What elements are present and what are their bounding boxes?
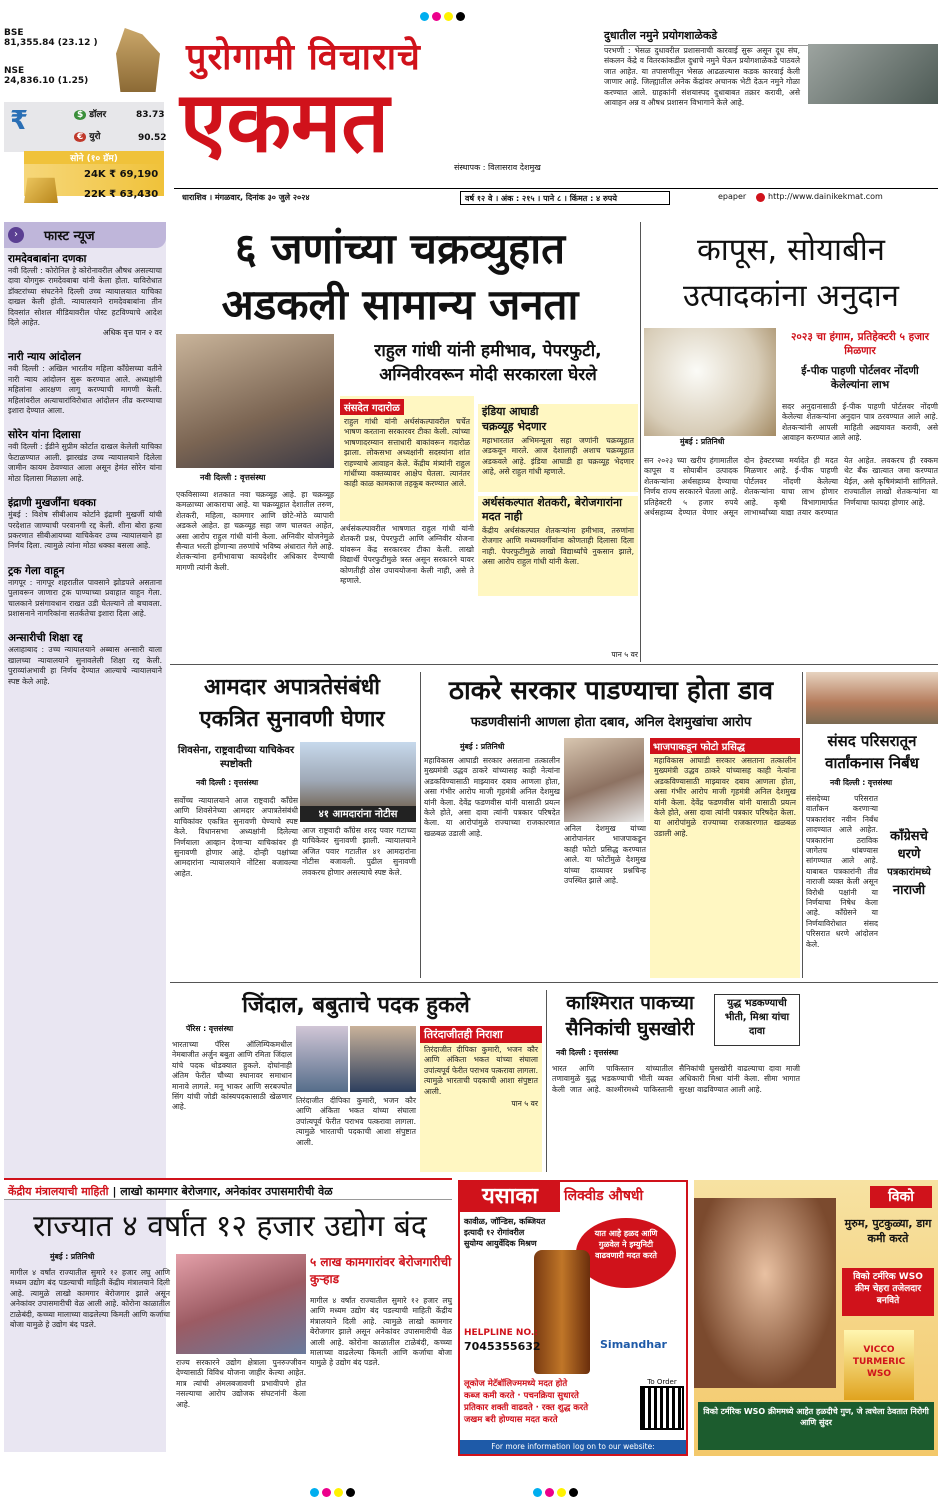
fast-news-item — [8, 564, 162, 620]
yasaka-company: Simandhar — [600, 1338, 667, 1351]
parliament-tag-1: काँग्रेसचे — [890, 829, 928, 844]
lead-box-1 — [340, 396, 474, 521]
gold-bars-icon — [24, 167, 58, 203]
euro-value: 90.52 — [138, 133, 167, 143]
olympics-credit: पॅरिस : वृत्तसंस्था — [186, 1024, 234, 1033]
parliament-tag-3: पत्रकारांमध्ये — [887, 867, 931, 878]
cotton-photo — [644, 328, 776, 436]
cotton-side-2: ई-पीक पाहणी पोर्टलवर नोंदणी केलेल्यांना लाभ — [801, 365, 919, 391]
cotton-side-1: २०२३ चा हंगाम, प्रतिहेक्टरी ५ हजार मिळणार — [790, 331, 930, 357]
thackeray-box — [650, 738, 800, 978]
court-photo — [300, 742, 416, 806]
olympics-continue: पान ५ वर — [511, 1099, 538, 1109]
olympics-box — [420, 1026, 542, 1172]
yasaka-line-1: कावीळ, जॉन्डिस, कब्जियत — [464, 1217, 546, 1226]
registration-marks-bottom — [310, 1482, 640, 1494]
masthead-tagline: पुरोगामी विचाराचे — [186, 37, 421, 78]
currency-block — [4, 102, 167, 152]
kashmir-headline-2: सैनिकांची घुसखोरी — [565, 1018, 695, 1040]
fast-news-text: नवी दिल्ली : अखिल भारतीय महिला काँग्रेसच्या वतीने नारी न्याय आंदोलन सुरू करण्यात आले. अध्यक्षांनी महिलांना आरक्षण लागू करण्याची मागणी केली. महिलांवरील अत्याचारांविरोधात आंदोलन तीव्र करण्याचा इशारा देण्यात आला. — [8, 364, 162, 416]
industry-body: मागील ४ वर्षांत राज्यातील सुमारे १२ हजार लघु आणि मध्यम उद्योग बंद पडल्याची माहिती केंद्रीय मंत्रालयाने दिली आहे. त्यामुळे लाखो कामगार बेरोजगार झाले असून अनेकांवर उपासमारीची वेळ आली आहे. कोरोना काळातील टाळेबंदी, कच्च्या मालाच्या वाढलेल्या किमती आणि कर्जाचा बोजा यामुळे हे उद्योग बंद पडले. — [10, 1268, 170, 1330]
euro-icon: € — [74, 132, 86, 142]
nse-block — [4, 66, 124, 86]
lead-body-1: एकविसाव्या शतकात नवा चक्रव्यूह आहे. हा चक्रव्यूह कमळाच्या आकाराचा आहे. या चक्रव्यूहात देशातील तरुण, शेतकरी, महिला, कामगार आणि छोटे-मोठे व्यापारी अडकले आहेत. हा चक्रव्यूह सहा जण चालवत आहेत, असा आरोप राहुल गांधी यांनी केला. अग्निवीर योजनेमुळे सैन्यात भरती होणाऱ्या तरुणांचे भविष्य अंधारात गेले आहे. शेतकऱ्यांना हमीभावाचा कायदेशीर अधिकार देण्याची मागणी त्यांनी केली. — [176, 490, 334, 572]
fast-news-heading: अन्सारीची शिक्षा रद्द — [8, 632, 83, 645]
fast-news-item — [8, 496, 162, 552]
yasaka-benefit: कब्ज कमी करते — [464, 1391, 515, 1401]
lead-box-1-title: संसदेत गदारोळ — [340, 399, 404, 415]
lead-continue: पान ५ वर — [611, 650, 638, 659]
parliament-headline-1: संसद परिसरातून — [827, 732, 917, 750]
rupee-icon: ₹ — [10, 106, 29, 136]
yasaka-line-3: सुयोग्य आयुर्वेदिक मिश्रण — [464, 1239, 537, 1248]
fast-news-text: नवी दिल्ली : कोरोनिल हे कोरोनावरील औषध असल्याचा दावा योगगुरू रामदेवबाबा यांनी केला होता. याविरोधात डॉक्टरांच्या संघटनेने दिल्ली उच्च न्यायालयात याचिका दाखल केली होती. न्यायालयाने रामदेवबाबांना तीन दिवसांत सोशल मीडियावरील पोस्ट हटविण्याचे आदेश दिले आहेत. — [8, 266, 162, 328]
thackeray-body-2: अनिल देशमुख यांच्या आरोपानंतर भाजपाकडून काही फोटो प्रसिद्ध करण्यात आले. या फोटोंमुळे देशमुख यांच्या दाव्यावर प्रश्नचिन्ह उपस्थित झाले आहे. — [564, 824, 646, 886]
nse-value: 24,836.10 (1.25) — [4, 76, 89, 86]
thackeray-box-text: महाविकास आघाडी सरकार असताना तत्कालीन मुख्यमंत्री उद्धव ठाकरे यांच्यासह काही नेत्यांना अडकविण्यासाठी माझ्यावर दबाव आणला होता, असा गंभीर आरोप माजी गृहमंत्री अनिल देशमुख यांनी केला. देवेंद्र फडणवीस यांनी यासाठी प्रयत्न केले होते, असा दावा त्यांनी पत्रकार परिषदेत केला. या आरोपांमुळे राज्याच्या राजकारणात खळबळ उडाली आहे. — [654, 756, 796, 838]
olympics-photo-2 — [350, 1026, 416, 1092]
kashmir-box: युद्ध भडकण्याची भीती, मिश्रा यांचा दावा — [714, 994, 800, 1046]
fast-news-heading: ट्रक गेला वाहून — [8, 564, 65, 577]
vicco-model — [694, 1198, 836, 1388]
lead-box-2-title: इंडिया आघाडी — [482, 405, 539, 418]
yasaka-order: To Order — [647, 1378, 677, 1386]
globe-icon — [756, 193, 765, 202]
parliament-photo — [806, 672, 938, 724]
industry-credit: मुंबई : प्रतिनिधी — [50, 1252, 95, 1261]
fast-news-header — [4, 222, 166, 248]
yasaka-benefit: रक्त शुद्ध करते — [541, 1403, 589, 1413]
kashmir-credit: नवी दिल्ली : वृत्तसंस्था — [556, 1048, 619, 1057]
yasaka-benefits: लूकोज मेटॅबॉलिज्ममध्ये मदत होते कब्ज कमी करते · पचनक्रिया सुधारते प्रतिकार शक्ती वाढवते · रक्त शुद्ध करते जखम बरी होण्यास मदत करते — [464, 1378, 634, 1426]
cotton-headline-1: कापूस, सोयाबीन — [696, 232, 886, 268]
lead-credit: नवी दिल्ली : वृत्तसंस्था — [200, 473, 266, 482]
thackeray-body: महाविकास आघाडी सरकार असताना तत्कालीन मुख्यमंत्री उद्धव ठाकरे यांच्यासह काही नेत्यांना अडकविण्यासाठी माझ्यावर दबाव आणला होता, असा गंभीर आरोप माजी गृहमंत्री अनिल देशमुख यांनी केला. देवेंद्र फडणवीस यांनी यासाठी प्रयत्न केले होते, असा दावा त्यांनी पत्रकार परिषदेत केला. या आरोपांमुळे राज्याच्या राजकारणात खळबळ उडाली आहे. — [424, 756, 560, 838]
yasaka-footer: For more information log on to our website: www.simandharherbal.com — [460, 1440, 686, 1454]
yasaka-benefit: प्रतिकार शक्ती वाढवते — [464, 1403, 533, 1413]
brief-photo — [808, 44, 938, 104]
parliament-tag-4: नाराजी — [892, 883, 926, 898]
epaper-label: epaper — [718, 192, 747, 201]
lead-box-3-heading: अर्थसंकल्पात शेतकरी, बेरोजगारांना मदत नाही — [482, 496, 622, 523]
olympics-body: भारताच्या पॅरिस ऑलिम्पिकमधील नेमबाजीत अर्जुन बबुता आणि रमिता जिंदाल यांचे पदक थोडक्यात हुकले. दोघांनाही अंतिम फेरीत चौथ्या स्थानावर समाधान मानावे लागले. मनू भाकर आणि सरबज्योत सिंग यांची जोडी कांस्यपदकासाठी खेळणार आहे. — [172, 1040, 292, 1112]
yasaka-bottle — [534, 1250, 590, 1374]
gold-title: सोने (१० ग्रॅम) — [24, 151, 164, 164]
fast-news-heading: इंद्राणी मुखर्जींना धक्का — [8, 497, 96, 510]
mla-credit: नवी दिल्ली : वृत्तसंस्था — [196, 778, 259, 787]
fast-news-item — [8, 428, 162, 484]
lead-body-2: अर्थसंकल्पावरील भाषणात राहुल गांधी यांनी शेतकरी प्रश्न, पेपरफुटी आणि अग्निवीर योजना यांवरून केंद्र सरकारवर टीका केली. लाखो विद्यार्थी पेपरफुटीमुळे त्रस्त असून सरकारने यावर कोणतीही ठोस उपाययोजना केली नाही, असे ते म्हणाले. — [340, 524, 474, 586]
cotton-headline-2: उत्पादकांना अनुदान — [682, 278, 900, 314]
lead-box-2-heading: चक्रव्यूह भेदणार — [482, 420, 547, 433]
mla-body: सर्वोच्च न्यायालयाने आज राष्ट्रवादी काँग्रेस आणि शिवसेनेच्या आमदार अपात्रतेसंबंधी याचिकांवर एकत्रित सुनावणी घेण्याचे स्पष्ट केले. विधानसभा अध्यक्षांनी दिलेल्या निर्णयाला आव्हान देणाऱ्या याचिकांवर ही सुनावणी होणार आहे. दोन्ही पक्षांच्या आमदारांना न्यायालयाने नोटिसा बजावल्या आहेत. — [174, 796, 298, 878]
yasaka-ad[interactable] — [458, 1180, 688, 1465]
fast-news-heading: रामदेवबाबांना दणका — [8, 253, 87, 265]
fast-news-text: नवी दिल्ली : ईडीने सुप्रीम कोर्टात दाखल केलेली याचिका फेटाळण्यात आली. झारखंड उच्च न्यायालयाने दिलेला जामीन कायम ठेवण्यात आला असून हेमंत सोरेन यांना मोठा दिलासा मिळाला आहे. — [8, 442, 162, 483]
fast-news-heading: नारी न्याय आंदोलन — [8, 351, 81, 364]
registration-marks-top — [420, 6, 540, 18]
bse-value: 81,355.84 (23.12 ) — [4, 38, 98, 48]
masthead-title: एकमत — [180, 73, 390, 171]
gold-rates — [24, 151, 164, 207]
mla-headline-1: आमदार अपात्रतेसंबंधी — [203, 675, 381, 700]
fast-news-text: नागपूर : नागपूर शहरातील पावसाने झोडपले असताना पुलावरून जाणारा ट्रक पाण्याच्या प्रवाहात वाहून गेला. चालकाने प्रसंगावधान राखत उडी घेतल्याने तो बचावला. प्रशासनाने नागरिकांना सतर्कतेचा इशारा दिला आहे. — [8, 577, 162, 618]
fast-news-continue: अधिक वृत्त पान २ वर — [102, 328, 162, 338]
industry-strip-left: केंद्रीय मंत्रालयाची माहिती — [8, 1185, 109, 1198]
industry-strip-right: लाखो कामगार बेरोजगार, अनेकांवर उपासमारीची वेळ — [120, 1185, 333, 1198]
industry-body-2: राज्य सरकारने उद्योग क्षेत्राला पुनरुज्जीवन देण्यासाठी विविध योजना जाहीर केल्या आहेत. मात्र त्यांची अंमलबजावणी प्रभावीपणे होत नसल्याचा आरोप उद्योजक संघटनांनी केला आहे. — [176, 1358, 306, 1409]
mla-headline-2: एकत्रित सुनावणी घेणार — [199, 707, 385, 732]
qr-code-icon[interactable] — [642, 1388, 682, 1428]
brief-text: परभणी : भेसळ दुधावरील प्रशासनाची कारवाई सुरू असून दूध संघ, संकलन केंद्रे व वितरकांकडील दुधाचे नमुने घेऊन प्रयोगशाळेकडे पाठवले जात आहेत. या तपासणीतून भेसळ आढळल्यास कडक कारवाई केली जाणार आहे. जिल्ह्यातील अनेक केंद्रांवर अचानक भेटी देऊन नमुने गोळा करण्यात आले. ग्राहकांनी संशयास्पद दुधाबाबत तक्रार करावी, असे आवाहन अन्न व औषध प्रशासन विभागाने केले आहे. — [604, 46, 800, 108]
brief-title: दुधातील नमुने प्रयोगशाळेकडे — [604, 28, 938, 46]
cotton-credit: मुंबई : प्रतिनिधी — [680, 437, 725, 446]
mla-body-2: आज राष्ट्रवादी काँग्रेस शरद पवार गटाच्या याचिकेवर सुनावणी झाली. न्यायालयाने अजित पवार गटातील ४१ आमदारांना नोटीस बजावली. पुढील सुनावणी लवकरच होणार असल्याचे स्पष्ट केले. — [302, 826, 416, 877]
vicco-pack: VICCO TURMERIC WSO — [844, 1330, 914, 1400]
vicco-tag: मुरुम, पुटकुळ्या, डाग कमी करते — [844, 1217, 932, 1245]
cotton-side-text: सदर अनुदानासाठी ई-पीक पाहणी पोर्टलवर नोंदणी केलेल्या शेतकऱ्यांना अनुदान पात्र ठरवण्यात आले आहे. शेतकऱ्यांनी आपली माहिती अद्ययावत करावी, असे आवाहन करण्यात आले आहे. — [782, 402, 938, 443]
yasaka-benefit: जखम बरी होण्यास मदत करते — [464, 1415, 558, 1425]
thackeray-credit: मुंबई : प्रतिनिधी — [460, 742, 505, 751]
lead-box-2 — [478, 404, 638, 492]
euro-label: युरो — [89, 132, 101, 142]
olympics-box-title: तिरंदाजीतही निराशा — [420, 1026, 542, 1043]
lead-subheadline-2: अग्निवीरवरून मोदी सरकारला घेरले — [379, 365, 597, 385]
olympics-box-text: तिरंदाजीत दीपिका कुमारी, भजन कौर आणि अंकिता भकत यांच्या संघाला उपांत्यपूर्व फेरीत पराभव पत्करावा लागला. त्यामुळे भारताची पदकाची आशा संपुष्टात आली. — [424, 1045, 538, 1096]
vicco-brand: विको — [870, 1186, 932, 1208]
yasaka-helpline[interactable]: 7045355632 — [464, 1340, 541, 1353]
thackeray-box-title: भाजपाकडून फोटो प्रसिद्ध — [650, 738, 800, 754]
lead-photo — [176, 334, 334, 468]
gold-24k: 24K ₹ 69,190 — [84, 169, 159, 180]
parliament-tag-2: धरणे — [897, 847, 921, 862]
lead-subheadline-1: राहुल गांधी यांनी हमीभाव, पेपरफुटी, — [374, 341, 602, 361]
fast-news-heading: सोरेन यांना दिलासा — [8, 429, 81, 442]
top-brief — [604, 28, 938, 188]
yasaka-badge: यात आहे हळद आणि गुळवेल ने इम्युनिटी वाढवणारी मदत करते — [576, 1218, 676, 1288]
yasaka-brand: यसाका — [460, 1182, 560, 1212]
olympics-photo-1 — [296, 1026, 348, 1092]
fast-news-item — [8, 631, 162, 687]
fast-news-text: अलाहाबाद : उच्च न्यायालयाने अब्बास अन्सारी याला खालच्या न्यायालयाने सुनावलेली शिक्षा रद्द केली. पुराव्यांअभावी हा निर्णय देण्यात आल्याचे न्यायालयाने स्पष्ट केले आहे. — [8, 645, 162, 686]
kashmir-body: भारत आणि पाकिस्तान यांच्यातील तणावामुळे युद्ध भडकण्याची भीती व्यक्त केली जात आहे. काश्मीरमध्ये पाकिस्तानी सैनिकांची घुसखोरी वाढल्याचा दावा माजी अधिकारी मिश्रा यांनी केला. सीमा भागात सुरक्षा वाढविण्यात आली आहे. — [552, 1064, 800, 1094]
kashmir-headline-1: काश्मिरात पाकच्या — [566, 992, 694, 1014]
masthead-editor: संस्थापक : विलासराव देशमुख — [454, 163, 541, 172]
nse-label: NSE — [4, 66, 25, 76]
industry-strip: केंद्रीय मंत्रालयाची माहिती | लाखो कामगार बेरोजगार, अनेकांवर उपासमारीची वेळ — [4, 1178, 452, 1200]
vicco-ad[interactable] — [694, 1180, 938, 1456]
dollar-icon: $ — [74, 110, 86, 120]
parliament-tags — [880, 828, 938, 968]
fast-news-title: फास्ट न्यूज — [44, 229, 95, 244]
gold-22k: 22K ₹ 63,430 — [84, 189, 159, 200]
parliament-headline-2: वार्तांकनास निर्बंध — [825, 754, 919, 772]
industry-headline: राज्यात ४ वर्षांत १२ हजार उद्योग बंद — [33, 1209, 427, 1244]
mla-subheadline: शिवसेना, राष्ट्रवादीच्या याचिकेवर स्पष्टोक्ती — [177, 745, 295, 770]
vicco-product: विको टर्मरिक WSO क्रीम चेहरा तजेलदार बनविते — [842, 1268, 934, 1316]
industry-subheadline: ५ लाख कामगारांवर बेरोजगारीची कुऱ्हाड — [310, 1255, 452, 1286]
website-link[interactable]: http://www.dainikekmat.com — [768, 192, 883, 201]
chevron-icon: › — [8, 227, 24, 243]
issue-info: वर्ष १२ वे । अंक : २१५ । पाने ८ । किंमत : ४ रुपये — [460, 191, 670, 205]
fast-news-item — [8, 350, 162, 416]
parliament-body: संसदेच्या परिसरात वार्तांकन करणाऱ्या पत्रकारांवर नवीन निर्बंध लादण्यात आले आहेत. पत्रकारांना ठराविक जागेतच थांबण्यास सांगण्यात आले आहे. याबाबत पत्रकारांनी तीव्र नाराजी व्यक्त केली असून विरोधी पक्षांनी या निर्णयाचा निषेध केला आहे. काँग्रेसने या निर्णयाविरोधात संसद परिसरात धरणे आंदोलन केले. — [806, 794, 878, 949]
dollar-value: 83.73 — [136, 110, 165, 120]
dateline: धाराशिव । मंगळवार, दिनांक ३० जुले २०२४ — [182, 193, 310, 202]
dollar-label: डॉलर — [89, 110, 107, 120]
yasaka-helpline-label: HELPLINE NO.: — [464, 1328, 538, 1338]
thackeray-headline: ठाकरे सरकार पाडण्याचा होता डाव — [448, 676, 774, 706]
yasaka-tag: लिक्वीड औषधी — [564, 1188, 644, 1204]
yasaka-benefit: लूकोज मेटॅबॉलिज्ममध्ये मदत होते — [464, 1379, 568, 1389]
vicco-footer: विको टर्मरिक WSO क्रीममध्ये आहेत हळदीचे गुण, जे त्वचेला ठेवतात निरोगी आणि सुंदर — [698, 1402, 934, 1450]
olympics-headline: जिंदाल, बबुताचे पदक हुकले — [242, 993, 470, 1018]
thackeray-subheadline: फडणवीसांनी आणला होता दबाव, अनिल देशमुखांचा आरोप — [470, 715, 752, 730]
industry-body-3: मागील ४ वर्षांत राज्यातील सुमारे १२ हजार लघु आणि मध्यम उद्योग बंद पडल्याची माहिती केंद्रीय मंत्रालयाने दिली आहे. त्यामुळे लाखो कामगार बेरोजगार झाले असून अनेकांवर उपासमारीची वेळ आली आहे. कोरोना काळातील टाळेबंदी, कच्च्या मालाच्या वाढलेल्या किमती आणि कर्जाचा बोजा यामुळे हे उद्योग बंद पडले. — [310, 1296, 452, 1368]
yasaka-benefit: पचनक्रिया सुधारते — [523, 1391, 579, 1401]
bse-label: BSE — [4, 28, 24, 38]
deshmukh-photo — [564, 738, 644, 822]
olympics-body-2: तिरंदाजीत दीपिका कुमारी, भजन कौर आणि अंकिता भकत यांच्या संघाला उपांत्यपूर्व फेरीत पराभव पत्करावा लागला. त्यामुळे भारताची पदकाची आशा संपुष्टात आली. — [296, 1096, 416, 1147]
lead-box-2-text: महाभारतात अभिमन्यूला सहा जणांनी चक्रव्यूहात अडकवून मारले. आज देशालाही अशाच चक्रव्यूहात अडकवले आहे. इंडिया आघाडी हा चक्रव्यूह भेदणार आहे, असे राहुल गांधी म्हणाले. — [482, 436, 634, 477]
lead-box-3-text: केंद्रीय अर्थसंकल्पात शेतकऱ्यांना हमीभाव, तरुणांना रोजगार आणि मध्यमवर्गीयांना कोणताही दिलासा दिला नाही. पेपरफुटीमुळे लाखो विद्यार्थ्यांचे नुकसान झाले, असा आरोप राहुल गांधी यांनी केला. — [482, 526, 634, 567]
fast-news-text: मुंबई : विशेष सीबीआय कोर्टाने इंद्राणी मुखर्जी यांची परदेशात जाण्याची परवानगी रद्द केली. शीना बोरा हत्या प्रकरणात सीबीआयच्या याचिकेवर उच्च न्यायालयाने हा निर्णय दिला. त्यामुळे त्यांना मोठा धक्का बसला आहे. — [8, 510, 162, 551]
mla-caption: ४१ आमदारांना नोटीस — [300, 806, 416, 822]
lead-box-3 — [478, 496, 638, 596]
lead-headline-2: अडकली सामान्य जनता — [221, 280, 579, 329]
lead-box-1-text: राहुल गांधी यांनी अर्थसंकल्पावरील चर्चेत भाषण करताना सरकारवर टीका केली. त्यांच्या भाषणादरम्यान सत्ताधारी बाकांवरून गदारोळ झाला. लोकसभा अध्यक्षांनी सदस्यांना शांत राहण्याचे आवाहन केले. केंद्रीय मंत्र्यांनी राहुल गांधींच्या वक्तव्यावर आक्षेप घेतला. त्यानंतर काही काळ कामकाज तहकूब करण्यात आले. — [344, 417, 470, 489]
cotton-body: सन २०२३ च्या खरीप हंगामातील कापूस व सोयाबीन उत्पादक शेतकऱ्यांना अर्थसहाय्य देण्याचा निर्णय राज्य सरकारने घेतला आहे. प्रतिहेक्टरी ५ हजार रुपये अर्थसहाय्य देण्यात येणार असून दोन हेक्टरच्या मर्यादेत ही मदत मिळणार आहे. ई-पीक पाहणी पोर्टलवर नोंदणी केलेल्या शेतकऱ्यांना याचा लाभ होणार आहे. कृषी विभागामार्फत लाभार्थ्यांच्या याद्या तयार करण्यात येत आहेत. लवकरच ही रक्कम थेट बँक खात्यात जमा करण्यात येईल, असे कृषिमंत्र्यांनी सांगितले. राज्यातील लाखो शेतकऱ्यांना या निर्णयाचा फायदा होणार आहे. — [644, 456, 938, 518]
parliament-credit: नवी दिल्ली : वृत्तसंस्था — [830, 778, 893, 787]
yasaka-line-2: इत्यादी १२ रोगांवरील — [464, 1228, 525, 1237]
lead-headline-1: ६ जणांच्या चक्रव्युहात — [234, 224, 566, 273]
fast-news-item — [8, 252, 162, 338]
industry-photo — [176, 1254, 306, 1354]
